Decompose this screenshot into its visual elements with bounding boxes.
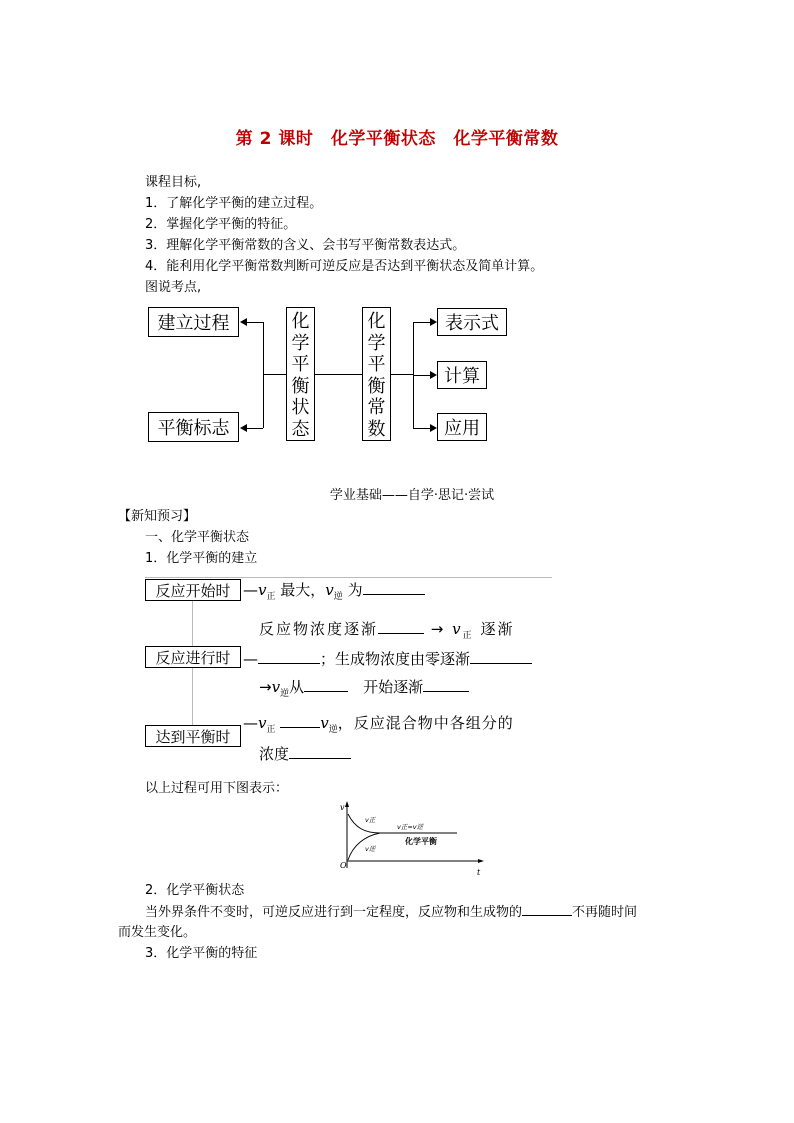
- answer-blank[interactable]: [304, 677, 348, 692]
- map-box-equilibrium-constant: [362, 307, 391, 441]
- map-char: 衡: [291, 375, 310, 397]
- rate-time-graph: [335, 800, 485, 880]
- connector-line: [246, 322, 263, 323]
- map-char: 常: [367, 397, 386, 418]
- connector-line: [391, 374, 413, 375]
- map-box-equilibrium-state: [286, 307, 315, 441]
- goal-item: 2．掌握化学平衡的特征。: [145, 217, 297, 232]
- flow-text: 浓度: [259, 745, 290, 763]
- flow-row-3: — ；生成物浓度由零逐渐: [243, 649, 532, 669]
- stage-equilibrium-box: 达到平衡时: [145, 725, 241, 747]
- paragraph-text: 不再随时间: [572, 905, 638, 920]
- map-box-right-top: 表示式: [437, 308, 507, 336]
- flow-row-1: $—v_正$ 最大，$v_逆$ 为: [243, 580, 425, 607]
- sub-heading: 1．化学平衡的建立: [145, 551, 258, 566]
- v-forward-symbol: v: [258, 714, 267, 732]
- diagram-heading: 图说考点,: [145, 280, 202, 295]
- v-subscript: 正: [266, 592, 276, 602]
- x-axis-arrow-icon: [478, 859, 484, 863]
- curve-label-forward: v正: [365, 816, 376, 824]
- preview-tag: 【新知预习】: [118, 509, 197, 524]
- goal-item: 4．能利用化学平衡常数判断可逆反应是否达到平衡状态及简单计算。: [145, 259, 544, 274]
- sub-heading: 2．化学平衡状态: [145, 883, 245, 898]
- v-reverse-symbol: v: [325, 581, 334, 599]
- paragraph-text: 当外界条件不变时，可逆反应进行到一定程度，反应物和生成物的: [145, 905, 523, 920]
- v-forward-symbol: v: [258, 581, 267, 599]
- v-reverse-symbol: v: [320, 714, 329, 732]
- connector-line: [413, 322, 430, 323]
- goal-item: 3．理解化学平衡常数的含义、会书写平衡常数表达式。: [145, 238, 466, 253]
- v-subscript: 正: [462, 631, 474, 641]
- paragraph-line: 而发生变化。: [118, 925, 197, 940]
- flow-text: 开始逐渐: [363, 678, 424, 696]
- arrow-right-icon: [430, 424, 437, 432]
- y-axis-arrow-icon: [345, 801, 349, 807]
- map-char: 化: [367, 311, 386, 332]
- stage-progress-box: 反应进行时: [145, 646, 241, 668]
- graph-intro: 以上过程可用下图表示：: [145, 781, 289, 796]
- flow-row-4: [259, 677, 469, 704]
- v-forward-symbol: v: [452, 620, 463, 638]
- arrow-left-icon: [240, 424, 247, 432]
- v-subscript: 逆: [328, 725, 338, 735]
- answer-blank[interactable]: [378, 619, 424, 634]
- answer-blank[interactable]: [363, 580, 425, 595]
- connector-line: [413, 428, 430, 429]
- answer-blank[interactable]: [258, 649, 320, 664]
- flow-text: 反应物浓度逐渐: [259, 620, 379, 638]
- answer-blank[interactable]: [522, 902, 572, 916]
- goal-item: 1．了解化学平衡的建立过程。: [145, 196, 323, 211]
- map-char: 数: [367, 418, 386, 440]
- connector-line: [413, 375, 430, 376]
- page-title: 第 2 课时 化学平衡状态 化学平衡常数: [235, 129, 559, 149]
- arrow-right-icon: [430, 318, 437, 326]
- flow-text: ，反应混合物中各组分的: [337, 714, 514, 732]
- answer-blank[interactable]: [423, 677, 469, 692]
- flow-text: 逐渐: [480, 620, 515, 638]
- arrow-right-icon: [430, 371, 437, 379]
- map-char: 化: [291, 311, 310, 332]
- flow-row-5: $—v_正$ $v_逆$，反应混合物中各组分的: [243, 714, 514, 735]
- v-subscript: 逆: [333, 592, 343, 602]
- y-axis-label: v: [340, 803, 345, 812]
- part-heading: 一、化学平衡状态: [145, 530, 250, 545]
- flow-text: 从: [289, 678, 305, 696]
- map-char: 态: [291, 418, 310, 440]
- flow-text: 最大，: [280, 581, 326, 599]
- arrow-left-icon: [240, 318, 247, 326]
- v-subscript: 正: [266, 725, 276, 735]
- curve-label-reverse: v逆: [365, 845, 376, 853]
- map-char: 平: [367, 354, 386, 375]
- map-box-right-bottom: 应用: [437, 413, 487, 441]
- paragraph-line: [145, 902, 637, 923]
- v-reverse-symbol: v: [271, 678, 281, 696]
- equilibrium-label: 化学平衡: [405, 837, 437, 846]
- sub-heading: 3．化学平衡的特征: [145, 946, 258, 961]
- top-rule: [145, 577, 552, 578]
- map-box-left-top: 建立过程: [148, 307, 239, 337]
- section-heading: 学业基础——自学·思记·尝试: [329, 488, 495, 503]
- origin-label: O: [340, 861, 347, 870]
- map-char: 衡: [367, 375, 386, 397]
- equality-label: v正=v逆: [397, 823, 424, 831]
- flow-text: ；生成物浓度由零逐渐: [320, 650, 471, 668]
- map-box-left-bottom: 平衡标志: [148, 412, 239, 442]
- map-char: 学: [291, 332, 310, 354]
- flow-text: 为: [347, 581, 363, 599]
- connector-line: [315, 374, 362, 375]
- stage-start-box: 反应开始时: [145, 579, 241, 601]
- flow-row-6: [259, 744, 351, 764]
- connector-line: [263, 374, 286, 375]
- v-subscript: 逆: [280, 689, 290, 699]
- map-box-right-mid: 计算: [437, 361, 487, 389]
- connector-line: [246, 428, 263, 429]
- goals-heading: 课程目标,: [145, 175, 202, 190]
- map-char: 学: [367, 332, 386, 354]
- x-axis-label: t: [477, 868, 481, 877]
- answer-blank[interactable]: [470, 649, 532, 664]
- answer-blank[interactable]: [289, 744, 351, 759]
- map-char: 平: [291, 354, 310, 375]
- arrow-right-icon: →: [259, 678, 272, 696]
- arrow-right-icon: →: [430, 620, 446, 638]
- connector-line: [263, 322, 264, 428]
- answer-blank[interactable]: [280, 713, 320, 728]
- flow-row-2: [259, 619, 514, 646]
- map-char: 状: [291, 397, 310, 418]
